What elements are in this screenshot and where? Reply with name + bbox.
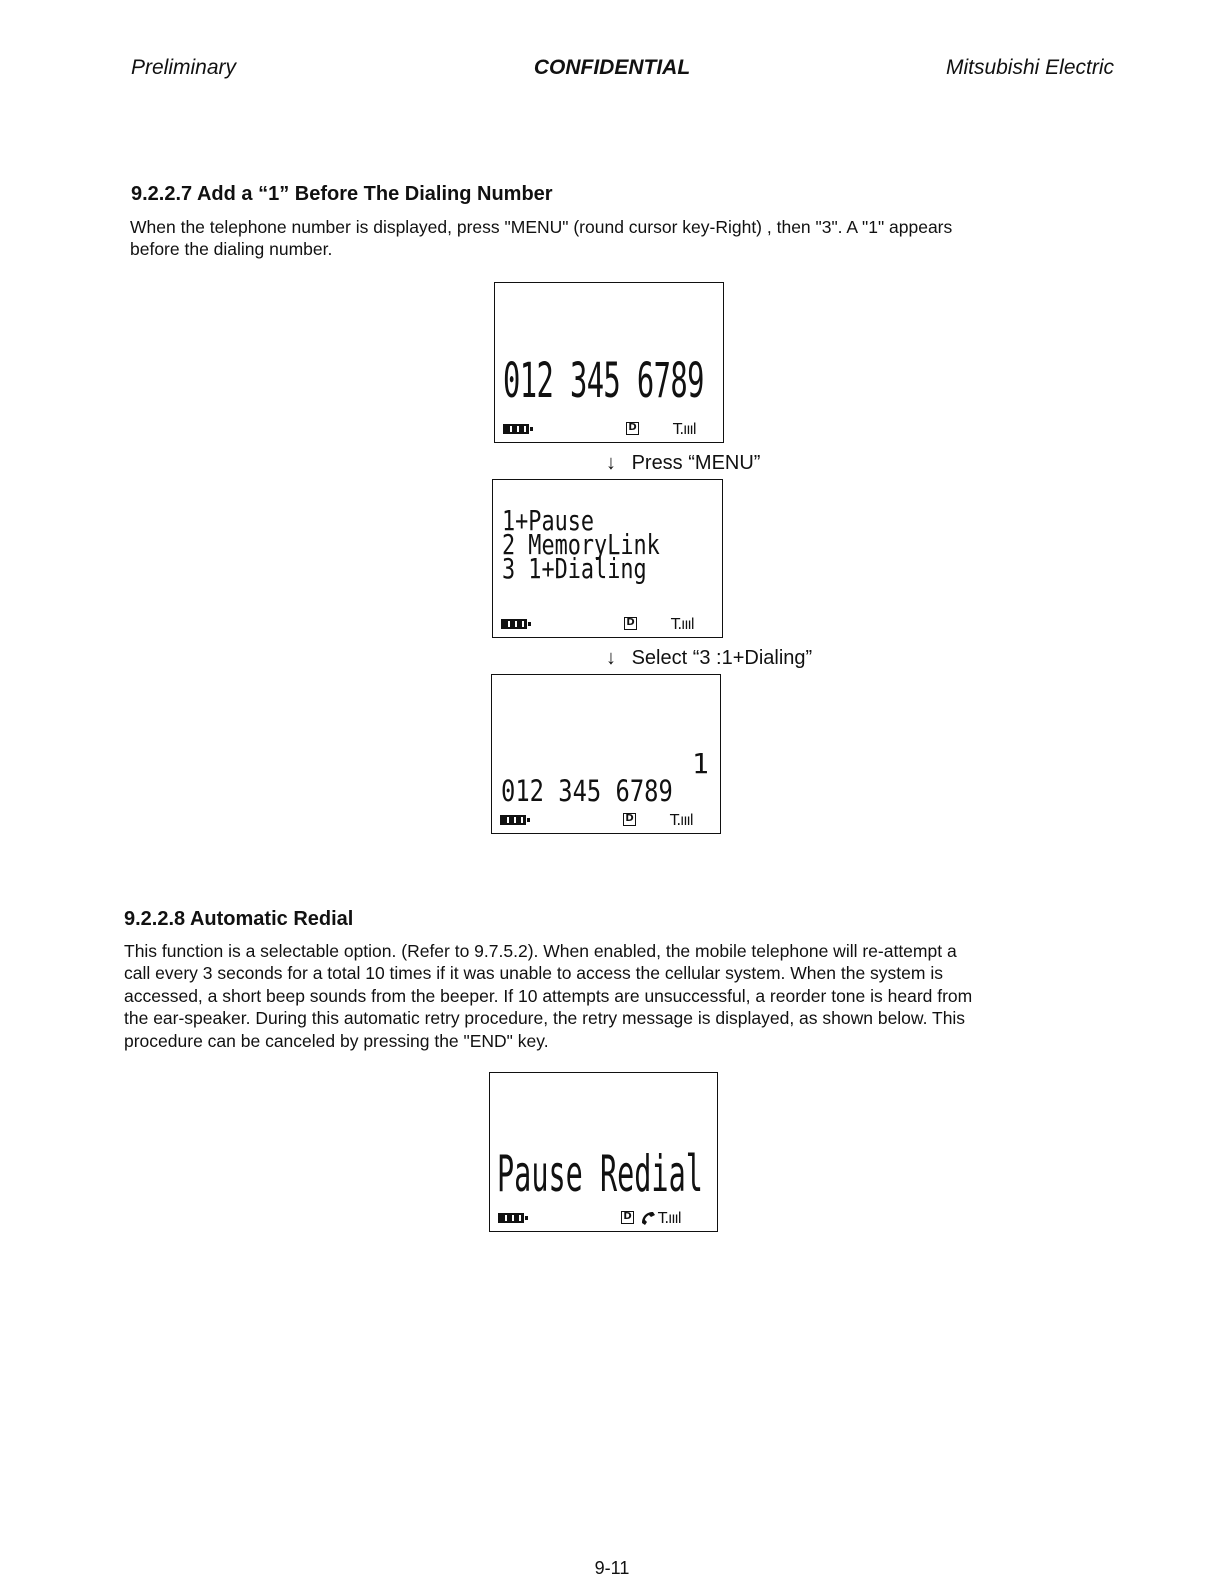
digital-mode-icon: D (624, 617, 637, 630)
signal-strength-icon: T.ıııl (671, 615, 694, 633)
lcd-display-redial (489, 1072, 718, 1232)
status-bar (498, 1210, 707, 1226)
down-arrow-icon: ↓ (606, 647, 616, 669)
menu-item-pause: 1+Pause (502, 504, 595, 537)
section2-body-line4: the ear-speaker. During this automatic retry procedure, the retry message is displayed, as shown below. This (124, 1008, 966, 1028)
lcd-display-1plus (491, 674, 721, 834)
digital-mode-icon: D (621, 1211, 634, 1224)
step-select-dialing-label: Select “3 :1+Dialing” (631, 647, 813, 669)
section2-body-line1: This function is a selectable option. (Refer to 9.7.5.2). When enabled, the mobile telephone will re-attempt a (124, 941, 957, 961)
menu-item-dialing: 3 1+Dialing (502, 552, 647, 585)
header-company: Mitsubishi Electric (945, 56, 1114, 79)
status-bar (503, 421, 713, 437)
section-heading-1: 9.2.2.7 Add a “1” Before The Dialing Number (131, 183, 553, 205)
down-arrow-icon: ↓ (606, 452, 616, 474)
status-bar (501, 616, 712, 632)
signal-strength-icon: T.ıııl (670, 811, 693, 829)
lcd-redial-text: Pause Redial (497, 1145, 703, 1203)
digital-mode-icon: D (626, 422, 639, 435)
header-confidential: CONFIDENTIAL (533, 56, 691, 79)
step-press-menu-label: Press “MENU” (631, 452, 761, 474)
battery-icon (498, 1213, 524, 1223)
lcd-prefix-one: 1 (692, 747, 709, 780)
section1-body-line2: before the dialing number. (130, 239, 333, 259)
handset-icon (640, 1210, 656, 1228)
signal-strength-icon: T.ıııl (673, 420, 696, 438)
section2-body-line5: procedure can be canceled by pressing the "END" key. (124, 1031, 549, 1051)
battery-icon (503, 424, 529, 434)
lcd-number-text: 012 345 6789 (501, 774, 673, 808)
lcd-number-text: 012 345 6789 (503, 353, 704, 409)
section1-body-line1: When the telephone number is displayed, press "MENU" (round cursor key-Right) , then "3". A "1" appears (130, 217, 953, 237)
section-heading-2: 9.2.2.8 Automatic Redial (124, 908, 354, 930)
menu-item-memorylink: 2 MemoryLink (502, 528, 660, 561)
signal-strength-icon: T.ıııl (658, 1209, 681, 1227)
page-number: 9-11 (594, 1558, 630, 1578)
lcd-display-menu (492, 479, 723, 638)
section2-body-line3: accessed, a short beep sounds from the beeper. If 10 attempts are unsuccessful, a reorder tone is heard from (124, 986, 973, 1006)
section2-body-line2: call every 3 seconds for a total 10 times if it was unable to access the cellular system. When the system is (124, 963, 943, 983)
header-preliminary: Preliminary (131, 56, 237, 79)
status-bar (500, 812, 710, 828)
battery-icon (500, 815, 526, 825)
battery-icon (501, 619, 527, 629)
step-press-menu (606, 452, 760, 475)
lcd-display-number (494, 282, 724, 443)
digital-mode-icon: D (623, 813, 636, 826)
step-select-dialing (606, 647, 812, 670)
